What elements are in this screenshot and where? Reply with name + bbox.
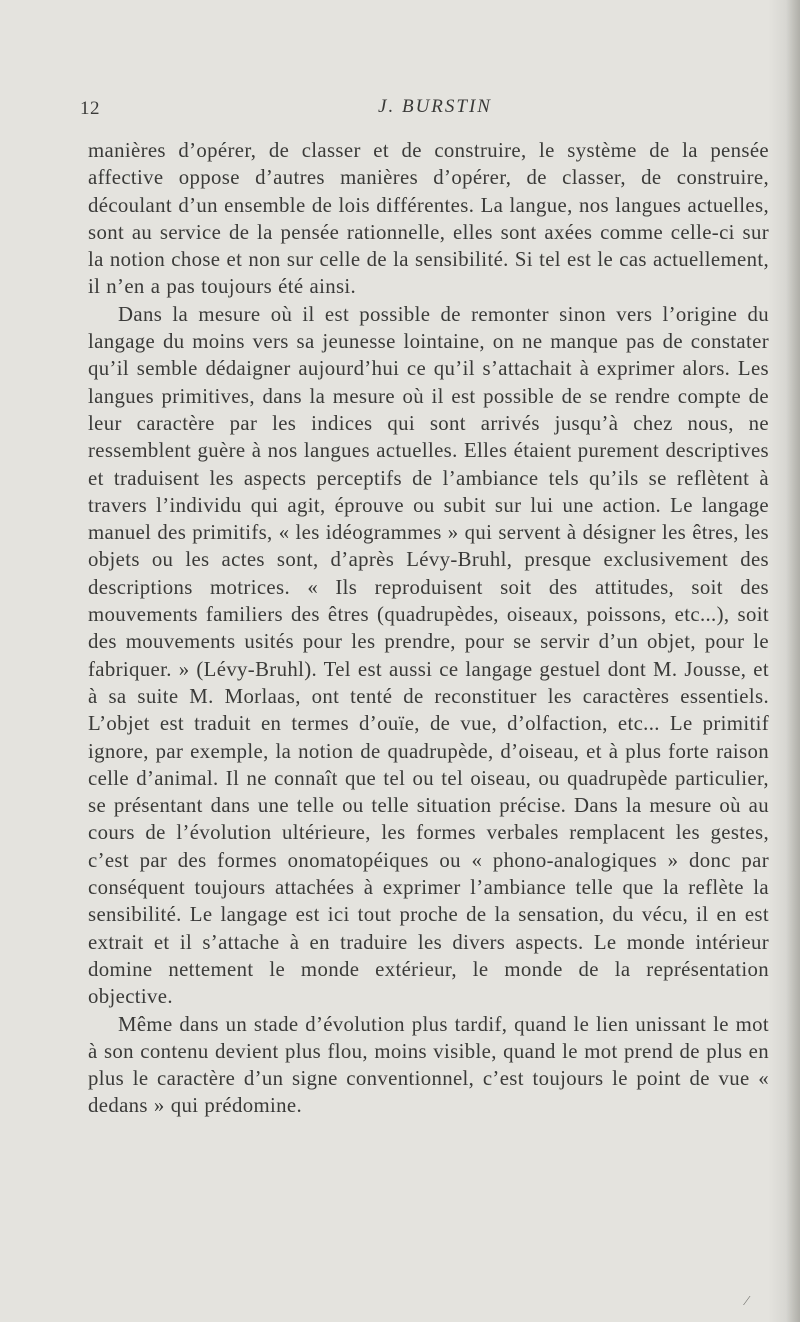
paragraph-1: manières d’opérer, de classer et de construire, le système de la pensée affective oppose d’autres manières d’opérer, de classer, de construire, découlant d’un ensemble de lois différentes. La langue, nos langues actuelles, sont au service de la pensée rationnelle, elles sont axées comme celle-ci sur la notion chose et non sur celle de la sensibilité. Si tel est le cas actuellement, il n’en a pas toujours été ainsi.: [88, 139, 769, 299]
page-number: 12: [80, 98, 100, 119]
pencil-mark-icon: ⁄: [745, 1294, 748, 1309]
paragraph-2: Dans la mesure où il est possible de remonter sinon vers l’origine du langage du moins vers sa jeunesse lointaine, on ne manque pas de constater qu’il semble dédaigner aujourd’hui ce qu’il s’attachait à exprimer alors. Les langues primitives, dans la mesure où il est possible de se rendre compte de leur caractère par les indices qui sont arrivés jusqu’à chez nous, ne ressemblent guère à nos langues actuelles. Elles étaient purement descriptives et traduisent les aspects perceptifs de l’ambiance tels qu’ils se reflètent à travers l’individu qui agit, éprouve ou subit sur lui une action. Le langage manuel des primitifs, « les idéogrammes » qui servent à désigner les êtres, les objets ou les actes sont, d’après Lévy-Bruhl, presque exclusivement des descriptions motrices. « Ils reproduisent soit des attitudes, soit des mouvements familiers des êtres (quadrupèdes, oiseaux, poissons, etc...), soit des mouvements usités pour les prendre, pour se servir d’un objet, pour le fabriquer. » (Lévy-Bruhl). Tel est aussi ce langage gestuel dont M. Jousse, et à sa suite M. Morlaas, ont tenté de reconstituer les caractères essentiels. L’objet est traduit en termes d’ouïe, de vue, d’olfaction, etc... Le primitif ignore, par exemple, la notion de quadrupède, d’oiseau, et à plus forte raison celle d’animal. Il ne connaît que tel ou tel oiseau, ou quadrupède particulier, se présentant dans une telle ou telle situation précise. Dans la mesure où au cours de l’évolution ultérieure, les formes verbales remplacent les gestes, c’est par des formes onomatopéiques ou « phono-analogiques » donc par conséquent toujours attachées à exprimer l’ambiance telle que la reflète la sensibilité. Le langage est ici tout proche de la sensation, du vécu, il en est extrait et il s’attache à en traduire les divers aspects. Le monde intérieur domine nettement le monde extérieur, le monde de la représentation objective.: [88, 302, 769, 1009]
paragraph-3: Même dans un stade d’évolution plus tardif, quand le lien unissant le mot à son contenu devient plus flou, moins visible, quand le mot prend de plus en plus le caractère d’un signe conventionnel, c’est toujours le point de vue « dedans » qui prédomine.: [88, 1012, 769, 1118]
running-head: J. BURSTIN: [378, 96, 492, 117]
page-edge-shadow: [786, 0, 800, 1322]
body-text: [88, 137, 769, 1120]
page-header: [80, 96, 770, 126]
